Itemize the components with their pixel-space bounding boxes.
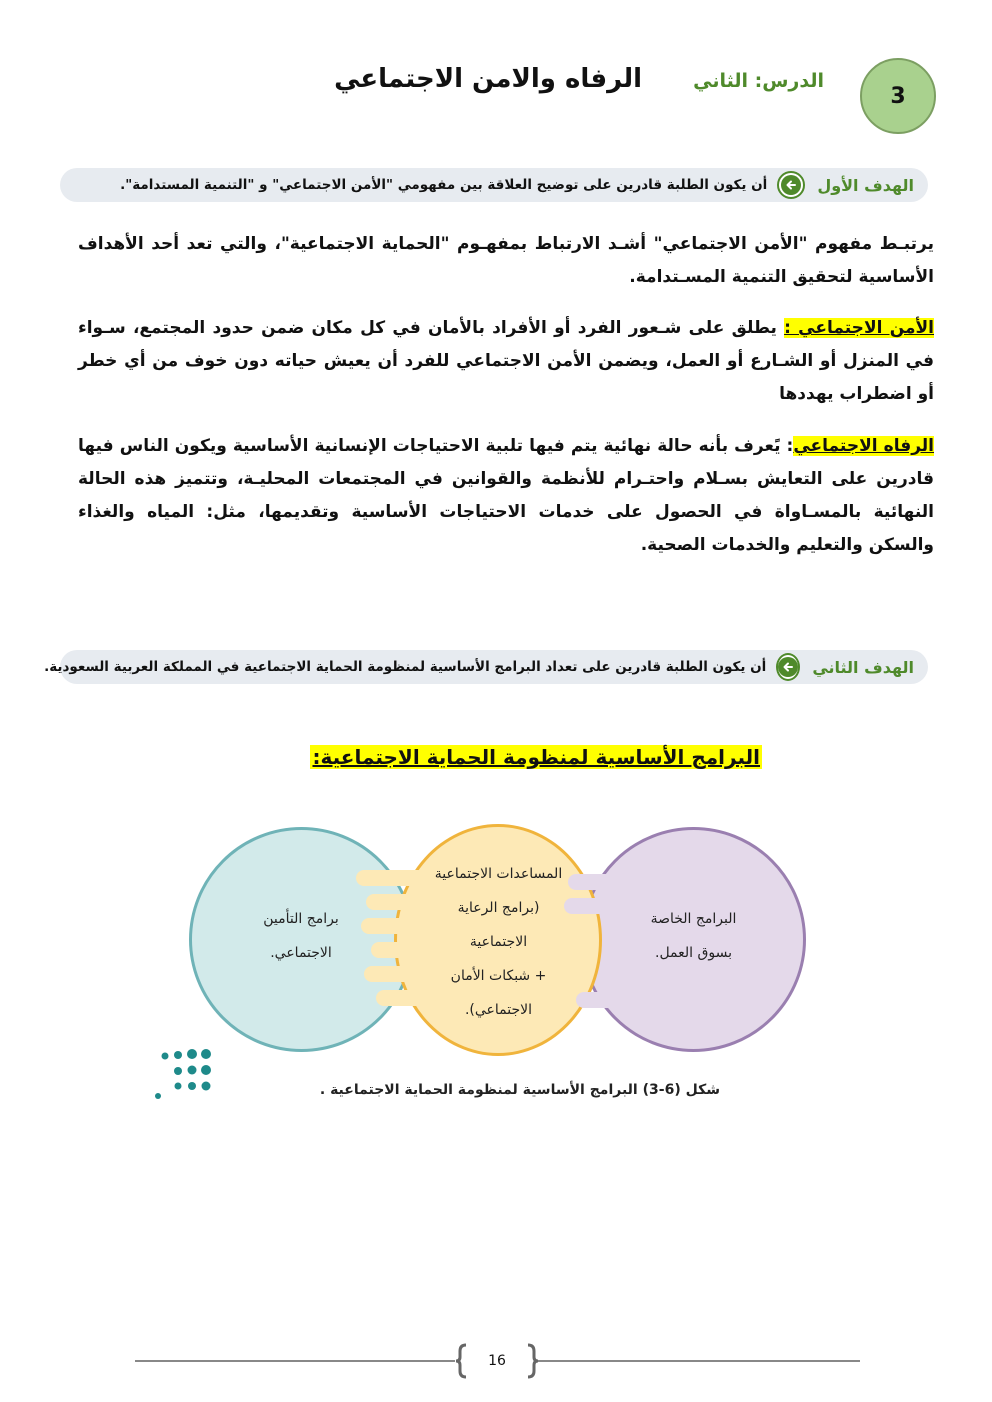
- objective-1-bar: [60, 168, 928, 202]
- social-assistance-text: [411, 857, 586, 1027]
- footer-divider: [135, 1360, 455, 1362]
- protection-programs-diagram: [186, 822, 806, 1062]
- social-security-paragraph: [78, 312, 934, 411]
- social-insurance-line: برامج التأمين: [263, 911, 339, 927]
- social-assistance-line: + شبكات الأمان: [450, 968, 547, 984]
- arrow-left-icon: [777, 171, 805, 199]
- social-insurance-line: الاجتماعي.: [270, 945, 332, 961]
- lesson-number: 3: [890, 83, 906, 109]
- social-assistance-line: الاجتماعية: [469, 934, 528, 950]
- intro-paragraph: يرتبـط مفهوم "الأمن الاجتماعي" أشـد الارتباط بمفهـوم "الحماية الاجتماعية"، والتي تعد أحد الأهداف الأساسية لتحقيق التنمية المسـتدامة.: [78, 234, 934, 287]
- arrow-left-icon: [776, 653, 800, 681]
- lesson-title: الرفاه والامن الاجتماعي: [334, 64, 642, 94]
- social-welfare-term: الرفاه الاجتماعي: [793, 436, 934, 456]
- labor-market-line: بسوق العمل.: [655, 945, 732, 961]
- figure-caption: شكل (6-3) البرامج الأساسية لمنظومة الحماية الاجتماعية .: [319, 1082, 720, 1098]
- social-security-term: الأمن الاجتماعي :: [784, 318, 934, 338]
- objective-2-bar: [44, 650, 928, 684]
- social-assistance-line: (برامج الرعاية: [457, 900, 540, 916]
- objective-1-label: الهدف الأول: [817, 175, 914, 195]
- lesson-number-badge: [860, 58, 936, 134]
- footer-divider: [538, 1360, 860, 1362]
- social-assistance-line: الاجتماعي).: [464, 1002, 533, 1018]
- objective-1-text: أن يكون الطلبة قادرين على توضيح العلاقة بين مفهومي "الأمن الاجتماعي" و "التنمية المستدامة".: [120, 177, 768, 193]
- objective-2-text: أن يكون الطلبة قادرين على تعداد البرامج الأساسية لمنظومة الحماية الاجتماعية في المملكة العربية السعودية.: [44, 659, 767, 675]
- ministry-logo-icon: [150, 1048, 220, 1104]
- section-heading: البرامج الأساسية لمنظومة الحماية الاجتماعية:: [312, 745, 760, 769]
- social-security-definition: يطلق على شـعور الفرد أو الأفراد بالأمان في كل مكان ضمن حدود المجتمع، سـواء في المنزل أو الشـارع أو العمل، ويضمن الأمن الاجتماعي للفرد أن يعيش حياته دون خوف من أي خطر أو اضطراب يهددها: [78, 318, 934, 404]
- labor-market-text: [606, 902, 781, 970]
- labor-market-line: البرامج الخاصة: [650, 911, 737, 927]
- social-welfare-paragraph: [78, 430, 934, 562]
- social-welfare-definition: : يًعرف بأنه حالة نهائية يتم فيها تلبية الاحتياجات الإنسانية الأساسية ويكون الناس فيها قادرين على التعايش بسـلام واحتـرام للأنظمة والقوانين في المجتمعات المحليـة، وتتميز هذه الحالة النهائية بالمسـاواة في الحصول على خدمات الاحتياجات الأساسية وتقديمها، مثل: المياه والغذاء والسكن والتعليم والخدمات الصحية.: [78, 436, 934, 555]
- page-number: 16: [488, 1353, 506, 1369]
- social-insurance-text: [211, 902, 391, 970]
- objective-2-label: الهدف الثاني: [812, 657, 914, 677]
- lesson-label: الدرس: الثاني: [693, 70, 824, 92]
- social-assistance-line: المساعدات الاجتماعية: [434, 866, 563, 882]
